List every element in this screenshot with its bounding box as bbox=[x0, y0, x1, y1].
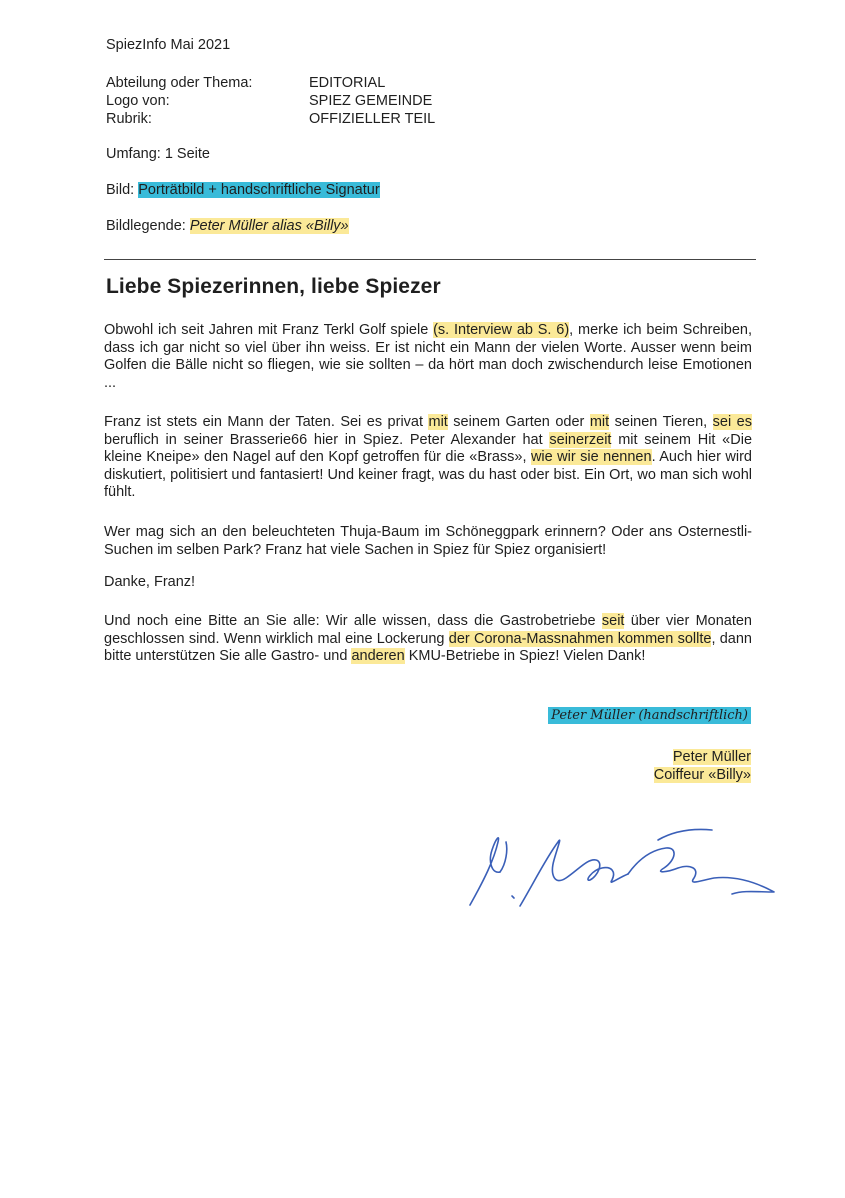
closing-name-line bbox=[673, 749, 751, 767]
umfang-line: Umfang: 1 Seite bbox=[106, 146, 210, 162]
meta-label: Abteilung oder Thema: bbox=[106, 75, 253, 91]
highlight: sei es bbox=[712, 414, 752, 430]
text-run: über vier Monaten geschlossen sind. Wenn wirklich mal eine Lockerung bbox=[104, 613, 752, 647]
meta-label: Rubrik: bbox=[106, 111, 152, 127]
bild-value: Porträtbild + handschriftliche Signatur bbox=[138, 182, 380, 198]
bildlegende-label: Bildlegende: bbox=[106, 218, 190, 234]
highlight: seit bbox=[601, 613, 625, 629]
bild-line bbox=[106, 182, 380, 199]
text-run: seinen Tieren, bbox=[609, 414, 713, 430]
meta-value: EDITORIAL bbox=[309, 75, 386, 91]
text-run: KMU-Betriebe in Spiez! Vielen Dank! bbox=[404, 648, 646, 664]
paragraph-5 bbox=[104, 613, 752, 666]
text-run: , merke ich beim Schreiben, dass ich gar nicht so viel über ihn weiss. Er ist nicht ein Mann der vielen Worte. Ausser wenn beim Golfen die Bälle nicht so fliegen, wie sie sollten – da hört man doch zwischendurch leise Emotionen ... bbox=[104, 322, 752, 391]
text-run: mit seinem Hit «Die kleine Kneipe» den Nagel auf den Kopf getroffen für die «Brass», bbox=[104, 431, 753, 465]
highlight: anderen bbox=[351, 648, 405, 664]
closing-name: Peter Müller bbox=[672, 749, 751, 765]
bildlegende-value: Peter Müller alias «Billy» bbox=[189, 218, 349, 234]
highlight: der Corona-Massnahmen kommen sollte bbox=[448, 630, 712, 647]
handwritten-note-line bbox=[548, 707, 751, 725]
text-run: , dann bitte unterstützen Sie alle Gastro- und bbox=[104, 630, 752, 664]
text-run: beruflich in seiner Brasserie66 hier in Spiez. Peter Alexander hat bbox=[104, 431, 550, 448]
text-run: Franz ist stets ein Mann der Taten. Sei es privat bbox=[104, 414, 429, 430]
article-title: Liebe Spiezerinnen, liebe Spiezer bbox=[106, 275, 441, 298]
paragraph-1 bbox=[104, 322, 752, 392]
publication-line: SpiezInfo Mai 2021 bbox=[106, 37, 231, 53]
text-run: seinem Garten oder bbox=[447, 414, 590, 430]
handwritten-note: Peter Müller (handschriftlich) bbox=[548, 707, 751, 724]
meta-value: SPIEZ GEMEINDE bbox=[309, 93, 433, 109]
highlight: (s. Interview ab S. 6) bbox=[433, 322, 570, 338]
meta-value: OFFIZIELLER TEIL bbox=[309, 111, 436, 127]
highlight: seinerzeit bbox=[549, 431, 612, 448]
paragraph-3: Wer mag sich an den beleuchteten Thuja-Baum im Schöneggpark erinnern? Oder ans Osternestli-Suchen im selben Park? Franz hat viele Sachen in Spiez für Spiez organisiert! bbox=[104, 524, 752, 558]
handwritten-signature bbox=[462, 820, 782, 920]
text-run: Und noch eine Bitte an Sie alle: Wir alle wissen, dass die Gastrobetriebe bbox=[104, 613, 602, 629]
bildlegende-line bbox=[106, 218, 349, 235]
bild-label: Bild: bbox=[106, 182, 139, 198]
meta-label: Logo von: bbox=[106, 93, 170, 109]
paragraph-4: Danke, Franz! bbox=[104, 574, 196, 590]
text-run: Obwohl ich seit Jahren mit Franz Terkl Golf spiele bbox=[104, 322, 434, 338]
highlight: mit bbox=[589, 414, 610, 430]
highlight: wie wir sie nennen bbox=[530, 449, 652, 465]
divider bbox=[104, 259, 756, 260]
highlight: mit bbox=[428, 414, 448, 430]
paragraph-2 bbox=[104, 414, 752, 502]
closing-role-line bbox=[654, 767, 751, 785]
text-run: . Auch hier wird diskutiert, politisiert und fantasiert! Und keiner fragt, was du hast oder bist. Ein Ort, wo man sich wohl fühlt. bbox=[104, 449, 753, 500]
closing-role: Coiffeur «Billy» bbox=[653, 767, 751, 783]
